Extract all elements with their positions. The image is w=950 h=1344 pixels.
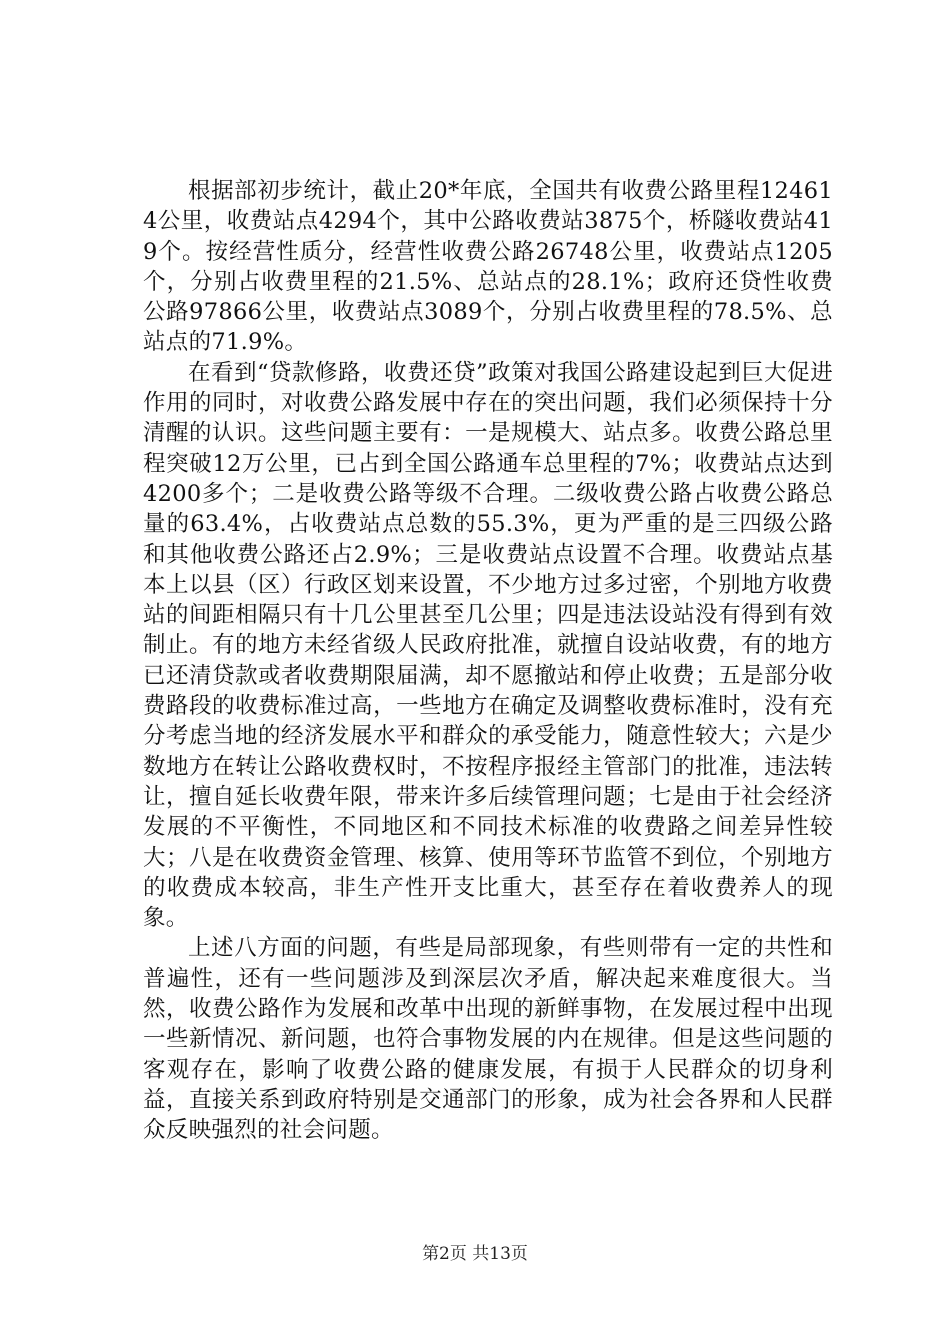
paragraph-problems: 在看到“贷款修路，收费还贷”政策对我国公路建设起到巨大促进作用的同时，对收费公路发展中存在的突出问题，我们必须保持十分清醒的认识。这些问题主要有：一是规模大、站点多。收费公路总里程突破12万公里，已占到全国公路通车总里程的7%；收费站点达到4200多个；二是收费公路等级不合理。二级收费公路占收费公路总量的63.4%，占收费站点总数的55.3%，更为严重的是三四级公路和其他收费公路还占2.9%；三是收费站点设置不合理。收费站点基本上以县（区）行政区划来设置，不少地方过多过密，个别地方收费站的间距相隔只有十几公里甚至几公里；四是违法设站没有得到有效制止。有的地方未经省级人民政府批准，就擅自设站收费，有的地方已还清贷款或者收费期限届满，却不愿撤站和停止收费；五是部分收费路段的收费标准过高，一些地方在确定及调整收费标准时，没有充分考虑当地的经济发展水平和群众的承受能力，随意性较大；六是少数地方在转让公路收费权时，不按程序报经主管部门的批准，违法转让，擅自延长收费年限，带来许多后续管理问题；七是由于社会经济发展的不平衡性，不同地区和不同技术标准的收费路之间差异性较大；八是在收费资金管理、核算、使用等环节监管不到位，个别地方的收费成本较高，非生产性开支比重大，甚至存在着收费养人的现象。 — [143, 359, 833, 932]
document-body — [143, 176, 833, 1146]
page-number-footer: 第2页 共13页 — [422, 1244, 528, 1264]
paragraph-summary: 上述八方面的问题，有些是局部现象，有些则带有一定的共性和普遍性，还有一些问题涉及到深层次矛盾，解决起来难度很大。当然，收费公路作为发展和改革中出现的新鲜事物，在发展过程中出现一些新情况、新问题，也符合事物发展的内在规律。但是这些问题的客观存在，影响了收费公路的健康发展，有损于人民群众的切身利益，直接关系到政府特别是交通部门的形象，成为社会各界和人民群众反映强烈的社会问题。 — [143, 935, 833, 1144]
paragraph-statistics: 根据部初步统计，截止20*年底，全国共有收费公路里程124614公里，收费站点4294个，其中公路收费站3875个，桥隧收费站419个。按经营性质分，经营性收费公路26748公里，收费站点1205个，分别占收费里程的21.5%、总站点的28.1%；政府还贷性收费公路97866公里，收费站点3089个，分别占收费里程的78.5%、总站点的71.9%。 — [143, 178, 833, 356]
